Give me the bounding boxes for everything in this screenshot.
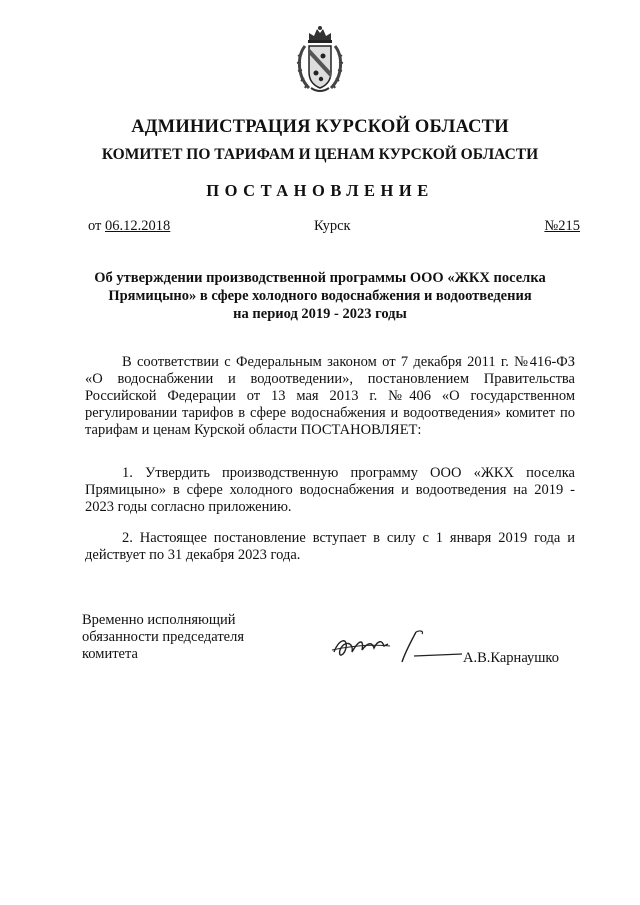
position-line: обязанности председателя — [82, 629, 244, 645]
body-paragraph-item-2: 2. Настоящее постановление вступает в силу с 1 января 2019 года и действует по 31 декабря 2023 года. — [85, 530, 575, 563]
coat-of-arms-emblem — [295, 24, 345, 96]
title-line: на период 2019 - 2023 годы — [233, 306, 407, 322]
committee-title: КОМИТЕТ ПО ТАРИФАМ И ЦЕНАМ КУРСКОЙ ОБЛАСТИ — [101, 146, 539, 163]
document-city: Курск — [314, 218, 351, 234]
document-type-heading: ПОСТАНОВЛЕНИЕ — [206, 181, 434, 200]
position-line: комитета — [82, 646, 138, 662]
position-line: Временно исполняющий — [82, 612, 236, 628]
date-value: 06.12.2018 — [105, 218, 171, 234]
signatory-position — [82, 612, 282, 663]
body-paragraph-preamble: В соответствии с Федеральным законом от 7 декабря 2011 г. №416-ФЗ «О водоснабжении и водоотведении», постановлением Правительства Российской Федерации от 13 мая 2013 г. №406 «О государственном регулировании тарифов в сфере водоснабжения и водоотведения» комитет по тарифам и ценам Курской области ПОСТАНОВЛЯЕТ: — [85, 354, 575, 438]
document-title — [70, 269, 570, 323]
title-line: Прямицыно» в сфере холодного водоснабжения и водоотведения — [108, 288, 532, 304]
signatory-name: А.В.Карнаушко — [463, 650, 559, 666]
document-date — [88, 218, 170, 235]
handwritten-signature — [330, 626, 465, 666]
organization-title: АДМИНИСТРАЦИЯ КУРСКОЙ ОБЛАСТИ — [131, 117, 509, 137]
document-number: №215 — [544, 218, 580, 234]
body-paragraph-item-1: 1. Утвердить производственную программу ООО «ЖКХ поселка Прямицыно» в сфере холодного водоснабжения и водоотведения на 2019 - 2023 годы согласно приложению. — [85, 465, 575, 515]
title-line: Об утверждении производственной программы ООО «ЖКХ поселка — [94, 270, 546, 286]
date-prefix: от — [88, 218, 106, 234]
